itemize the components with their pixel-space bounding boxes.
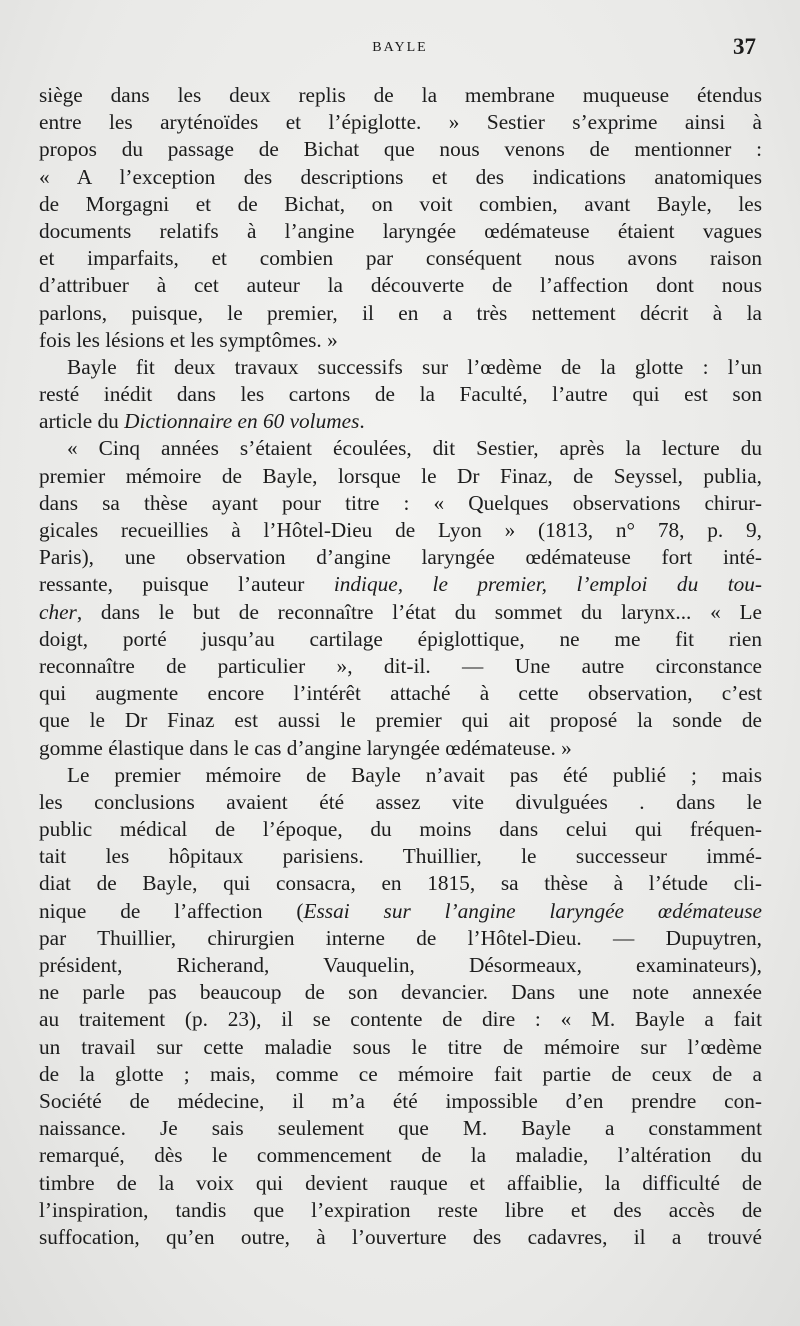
text-line: naissance. Je sais seulement que M. Bayle a constamment [39, 1116, 762, 1141]
italic-title: Dictionnaire en 60 volumes [124, 409, 360, 434]
text-line: doigt, porté jusqu’au cartilage épiglottique, ne me fit rien [39, 626, 762, 651]
text-line: « A l’exception des descriptions et des indications anatomiques [39, 164, 762, 189]
text-line: dans sa thèse ayant pour titre : « Quelques observations chirur- [39, 490, 762, 515]
text-line: documents relatifs à l’angine laryngée œdémateuse étaient vagues [39, 218, 762, 243]
text-line: reconnaître de particulier », dit-il. — Une autre circonstance [39, 653, 762, 678]
body-text [39, 82, 762, 1251]
text-line: ne parle pas beaucoup de son devancier. Dans une note annexée [39, 980, 762, 1005]
running-head [0, 34, 800, 64]
text-line: Paris), une observation d’angine laryngée œdémateuse fort inté- [39, 545, 762, 570]
italic-title: Essai sur l’angine laryngée œdémateuse [303, 898, 762, 923]
paragraph-first-line: Le premier mémoire de Bayle n’avait pas été publié ; mais [67, 762, 762, 787]
text-line: article du Dictionnaire en 60 volumes. [39, 409, 365, 434]
text-line: suffocation, qu’en outre, à l’ouverture des cadavres, il a trouvé [39, 1224, 762, 1249]
text-line: gicales recueillies à l’Hôtel-Dieu de Lyon » (1813, n° 78, p. 9, [39, 518, 762, 542]
text-line: diat de Bayle, qui consacra, en 1815, sa thèse à l’étude cli- [39, 871, 762, 896]
text-line: et imparfaits, et combien par conséquent nous avons raison [39, 246, 762, 271]
text-line: siège dans les deux replis de la membrane muqueuse étendus [39, 83, 762, 107]
text-line: de Morgagni et de Bichat, on voit combien, avant Bayle, les [39, 191, 762, 216]
text-line: premier mémoire de Bayle, lorsque le Dr Finaz, de Seyssel, publia, [39, 463, 762, 488]
paragraph-first-line: Bayle fit deux travaux successifs sur l’œdème de la glotte : l’un [67, 354, 762, 379]
text-line: les conclusions avaient été assez vite divulguées . dans le [39, 789, 762, 814]
text-line: président, Richerand, Vauquelin, Désormeaux, examinateurs), [39, 953, 762, 977]
text-line: remarqué, dès le commencement de la maladie, l’altération du [39, 1143, 762, 1168]
italic-phrase: indique, le premier, l’emploi du tou- [333, 572, 763, 597]
text-line: un travail sur cette maladie sous le titre de mémoire sur l’œdème [39, 1034, 762, 1059]
text-line: l’inspiration, tandis que l’expiration reste libre et des accès de [39, 1197, 762, 1222]
text-line: de la glotte ; mais, comme ce mémoire fait partie de ceux de a [39, 1061, 762, 1086]
text-line: entre les aryténoïdes et l’épiglotte. » Sestier s’exprime ainsi à [39, 110, 762, 135]
text-line: ressante, puisque l’auteur indique, le premier, l’emploi du tou- [39, 572, 763, 597]
text-line: Société de médecine, il m’a été impossible d’en prendre con- [39, 1088, 762, 1113]
text-line: fois les lésions et les symptômes. » [39, 327, 338, 352]
text-line: gomme élastique dans le cas d’angine laryngée œdémateuse. » [39, 735, 572, 760]
text-line: qui augmente encore l’intérêt attaché à cette observation, c’est [39, 681, 762, 706]
text-line: par Thuillier, chirurgien interne de l’Hôtel-Dieu. — Dupuytren, [39, 925, 762, 950]
text-line: cher, dans le but de reconnaître l’état du sommet du larynx... « Le [39, 599, 762, 624]
text-line: timbre de la voix qui devient rauque et affaiblie, la difficulté de [39, 1170, 762, 1195]
text-line: tait les hôpitaux parisiens. Thuillier, le successeur immé- [39, 844, 762, 869]
text-line: d’attribuer à cet auteur la découverte de l’affection dont nous [39, 273, 762, 298]
text-line: nique de l’affection (Essai sur l’angine laryngée œdémateuse [39, 898, 762, 923]
running-title: BAYLE [372, 40, 428, 55]
text-line: que le Dr Finaz est aussi le premier qui ait proposé la sonde de [39, 708, 762, 733]
text-line: au traitement (p. 23), il se contente de dire : « M. Bayle a fait [39, 1007, 762, 1032]
text-line: propos du passage de Bichat que nous venons de mentionner : [39, 137, 762, 162]
text-line: public médical de l’époque, du moins dans celui qui fréquen- [39, 817, 762, 842]
italic-phrase: cher [39, 599, 77, 624]
page-number: 37 [733, 34, 756, 59]
text-line: parlons, puisque, le premier, il en a très nettement décrit à la [39, 300, 762, 325]
paragraph-first-line: « Cinq années s’étaient écoulées, dit Sestier, après la lecture du [67, 436, 762, 461]
text-line: resté inédit dans les cartons de la Faculté, l’autre qui est son [39, 382, 762, 407]
